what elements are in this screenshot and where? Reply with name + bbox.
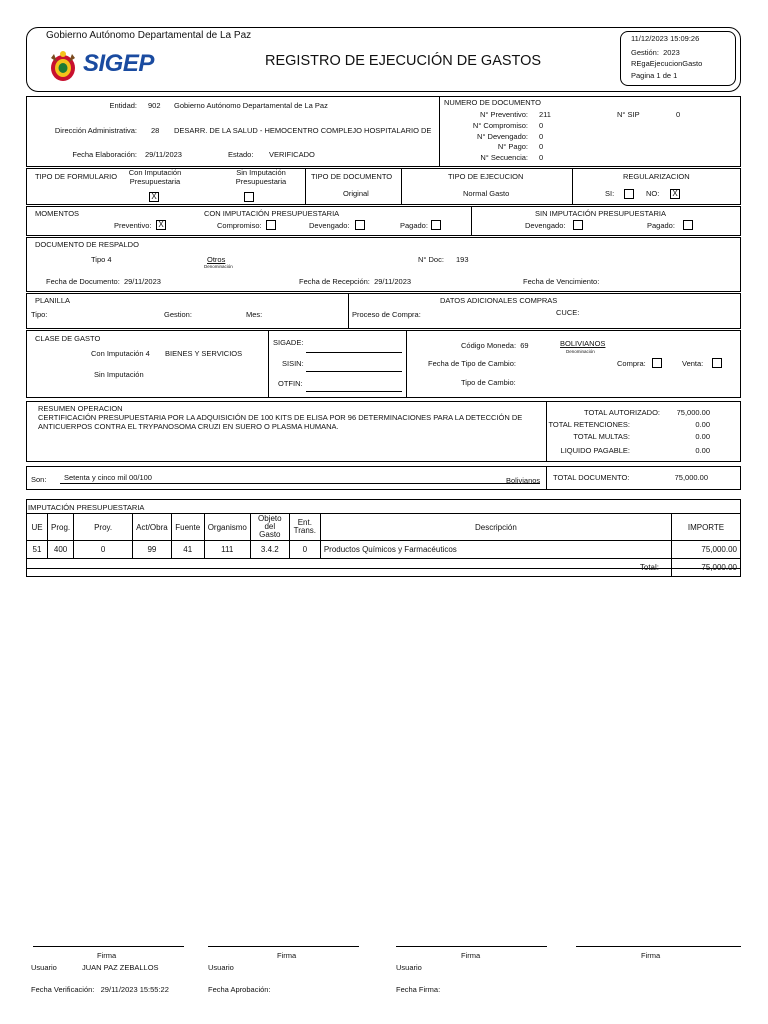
cell-prog: 400 [48, 541, 74, 559]
planilla-title: PLANILLA [35, 296, 71, 305]
tipo-formulario-title: TIPO DE FORMULARIO [35, 172, 118, 181]
venta-checkbox[interactable] [712, 358, 722, 368]
pago-label: N° Pago: [497, 142, 528, 151]
momentos-title: MOMENTOS [35, 209, 80, 218]
preventivo-value: 211 [539, 110, 551, 119]
con-imputacion-checkbox[interactable]: X [149, 192, 159, 202]
table-total-row [27, 559, 741, 577]
firma-label-2: Firma [277, 951, 297, 960]
total-multas-value: 0.00 [695, 432, 710, 441]
page-title: REGISTRO DE EJECUCIÓN DE GASTOS [265, 53, 542, 69]
sigep-logo [45, 48, 163, 84]
estado-value: VERIFICADO [269, 150, 315, 159]
gestion-value: 2023 [663, 48, 680, 57]
total-value: 75,000.00 [672, 559, 741, 577]
compromiso-label-m: Compromiso: [217, 221, 262, 230]
coat-of-arms-icon [45, 48, 81, 84]
total-label: Total: [27, 559, 672, 577]
sisin-label: SISIN: [282, 359, 304, 368]
firma-label-4: Firma [641, 951, 661, 960]
tipo-documento-value: Original [343, 189, 369, 198]
col-fuente: Fuente [171, 514, 204, 541]
resumen-line-2: ANTICUERPOS CONTRA EL TRYPANOSOMA CRUZI EN SUERO O PLASMA HUMANA. [38, 422, 339, 431]
direccion-name: DESARR. DE LA SALUD - HEMOCENTRO COMPLEJO HOSPITALARIO DE [174, 126, 432, 135]
sip-label: N° SIP [617, 110, 640, 119]
devengado-label-m: Devengado: [309, 221, 350, 230]
cell-ent-trans: 0 [289, 541, 320, 559]
total-documento-value: 75,000.00 [674, 473, 708, 482]
respaldo-otros: Otros [207, 255, 226, 264]
total-multas-label: TOTAL MULTAS: [573, 432, 630, 441]
fecha-vencimiento-label: Fecha de Vencimiento: [523, 277, 600, 286]
preventivo-label-m: Preventivo: [114, 221, 152, 230]
respaldo-tipo: Tipo 4 [91, 255, 112, 264]
cell-act-obra: 99 [133, 541, 172, 559]
col-act-obra: Act/Obra [133, 514, 172, 541]
timestamp: 11/12/2023 15:09:26 [631, 34, 700, 43]
no-label: NO: [646, 189, 660, 198]
sin-pagado-label: Pagado: [647, 221, 675, 230]
compromiso-value: 0 [539, 121, 544, 130]
table-header-row [27, 514, 741, 541]
col-importe: IMPORTE [672, 514, 741, 541]
proceso-compra-label: Proceso de Compra: [352, 310, 421, 319]
firma-label-1: Firma [97, 951, 117, 960]
ndoc-value: 193 [456, 255, 469, 264]
fecha-elaboracion-label: Fecha Elaboración: [72, 150, 137, 159]
col-proy: Proy. [74, 514, 133, 541]
cell-importe: 75,000.00 [672, 541, 741, 559]
sin-imputacion-checkbox[interactable] [244, 192, 254, 202]
preventivo-label: N° Preventivo: [479, 110, 528, 119]
devengado-value: 0 [539, 132, 544, 141]
pago-value: 0 [539, 142, 544, 151]
fecha-recepcion-label: Fecha de Recepción: [299, 277, 370, 286]
estado-label: Estado: [228, 150, 254, 159]
devengado-checkbox[interactable] [355, 220, 365, 230]
col-ent-trans: Ent. Trans. [289, 514, 320, 541]
cell-objeto-gasto: 3.4.2 [250, 541, 289, 559]
sin-imputacion-title: SIN IMPUTACIÓN PRESUPUESTARIA [535, 209, 666, 218]
table-row [27, 541, 741, 559]
planilla-gestion: Gestion: [164, 310, 192, 319]
preventivo-checkbox[interactable]: X [156, 220, 166, 230]
compromiso-checkbox[interactable] [266, 220, 276, 230]
secuencia-label: N° Secuencia: [480, 153, 528, 162]
gestion-label: Gestión: [631, 48, 659, 57]
col-objeto-gasto: Objeto del Gasto [250, 514, 289, 541]
sin-pagado-checkbox[interactable] [683, 220, 693, 230]
report-name: REgaEjecucionGasto [631, 59, 703, 68]
con-imputacion-title: CON IMPUTACIÓN PRESUPUESTARIA [204, 209, 340, 218]
pagado-checkbox[interactable] [431, 220, 441, 230]
no-checkbox[interactable]: X [670, 189, 680, 199]
firma-label-3: Firma [461, 951, 481, 960]
fecha-documento-value: 29/11/2023 [123, 277, 161, 286]
org-name: Gobierno Autónomo Departamental de La Paz [46, 30, 252, 41]
col-prog: Prog. [48, 514, 74, 541]
venta-label: Venta: [682, 359, 704, 368]
compra-label: Compra: [617, 359, 646, 368]
respaldo-denominacion: Denominación [204, 264, 233, 269]
tipo-cambio-label: Tipo de Cambio: [461, 378, 516, 387]
cell-organismo: 111 [204, 541, 250, 559]
sigep-logo-text: SIGEP [83, 50, 154, 77]
fecha-aprobacion-label: Fecha Aprobación: [208, 985, 271, 994]
regularizacion-title: REGULARIZACION [623, 172, 690, 181]
si-label: SI: [605, 189, 615, 198]
cell-fuente: 41 [171, 541, 204, 559]
son-currency: Bolivianos [506, 476, 541, 485]
clase-bienes: BIENES Y SERVICIOS [165, 349, 243, 358]
resumen-title: RESUMEN OPERACION [38, 404, 123, 413]
usuario-label-1: Usuario [31, 963, 57, 972]
total-documento-label: TOTAL DOCUMENTO: [553, 473, 630, 482]
liquido-label: LIQUIDO PAGABLE: [560, 446, 630, 455]
fecha-elaboracion-value: 29/11/2023 [145, 150, 182, 159]
moneda-code: 69 [520, 341, 529, 350]
resumen-line-1: CERTIFICACIÓN PRESUPUESTARIA POR LA ADQUISICIÓN DE 100 KITS DE ELISA POR 96 DETERMINACIONES PARA LA DETECCIÓN DE [38, 413, 523, 422]
fecha-verificacion-value: 29/11/2023 15:55:22 [100, 985, 169, 994]
compromiso-label: N° Compromiso: [472, 121, 528, 130]
planilla-mes: Mes: [246, 310, 263, 319]
sip-value: 0 [676, 110, 681, 119]
total-autorizado-label: TOTAL AUTORIZADO: [584, 408, 660, 417]
moneda-denominacion: Denominación [566, 349, 595, 354]
imputacion-title: IMPUTACIÓN PRESUPUESTARIA [28, 503, 145, 512]
usuario-label-2: Usuario [208, 963, 234, 972]
col-ue: UE [27, 514, 48, 541]
son-label: Son: [31, 475, 47, 484]
si-checkbox[interactable] [624, 189, 634, 199]
total-retenciones-value: 0.00 [695, 420, 710, 429]
otfin-label: OTFIN: [278, 379, 303, 388]
fecha-firma-label: Fecha Firma: [396, 985, 441, 994]
direccion-label: Dirección Administrativa: [54, 126, 137, 135]
moneda-label: Código Moneda: [461, 341, 517, 350]
col-descripcion: Descripción [320, 514, 671, 541]
usuario-label-3: Usuario [396, 963, 422, 972]
son-value: Setenta y cinco mil 00/100 [64, 473, 152, 482]
direccion-code: 28 [151, 126, 160, 135]
total-retenciones-label: TOTAL RETENCIONES: [548, 420, 630, 429]
tipo-documento-title: TIPO DE DOCUMENTO [311, 172, 393, 181]
planilla-tipo: Tipo: [31, 310, 48, 319]
sigade-label: SIGADE: [273, 338, 304, 347]
cuce-label: CUCE: [556, 308, 580, 317]
compra-checkbox[interactable] [652, 358, 662, 368]
fecha-documento-label: Fecha de Documento: [46, 277, 120, 286]
liquido-value: 0.00 [695, 446, 710, 455]
ndoc-label: N° Doc: [418, 255, 444, 264]
page-number: Pagina 1 de 1 [631, 71, 678, 80]
clase-gasto-title: CLASE DE GASTO [35, 334, 101, 343]
cell-proy: 0 [74, 541, 133, 559]
devengado-label: N° Devengado: [477, 132, 528, 141]
entidad-name: Gobierno Autónomo Departamental de La Paz [174, 101, 328, 110]
sin-imputacion-label: Sin Imputación Presupuestaria [235, 168, 287, 186]
tipo-ejecucion-title: TIPO DE EJECUCION [448, 172, 524, 181]
col-organismo: Organismo [204, 514, 250, 541]
numero-documento-title: NUMERO DE DOCUMENTO [444, 98, 541, 107]
usuario-value-1: JUAN PAZ ZEBALLOS [82, 963, 159, 972]
pagado-label-m: Pagado: [400, 221, 428, 230]
con-imputacion-label: Con Imputación Presupuestaria [128, 168, 182, 186]
cell-descripcion: Productos Químicos y Farmacéuticos [320, 541, 671, 559]
cell-ue: 51 [27, 541, 48, 559]
fecha-recepcion-value: 29/11/2023 [374, 277, 412, 286]
moneda-name: BOLIVIANOS [560, 339, 606, 348]
tipo-ejecucion-value: Normal Gasto [463, 189, 510, 198]
fecha-tipo-cambio-label: Fecha de Tipo de Cambio: [428, 359, 516, 368]
imputacion-table [26, 513, 741, 577]
sin-devengado-label: Devengado: [525, 221, 566, 230]
clase-con-imputacion: Con Imputación 4 [91, 349, 150, 358]
total-autorizado-value: 75,000.00 [676, 408, 710, 417]
respaldo-title: DOCUMENTO DE RESPALDO [35, 240, 139, 249]
datos-adicionales-title: DATOS ADICIONALES COMPRAS [440, 296, 558, 305]
fecha-verificacion-label: Fecha Verificación: [31, 985, 95, 994]
entidad-label: Entidad: [109, 101, 137, 110]
secuencia-value: 0 [539, 153, 544, 162]
entidad-code: 902 [148, 101, 161, 110]
sin-devengado-checkbox[interactable] [573, 220, 583, 230]
clase-sin-imputacion: Sin Imputación [94, 370, 144, 379]
